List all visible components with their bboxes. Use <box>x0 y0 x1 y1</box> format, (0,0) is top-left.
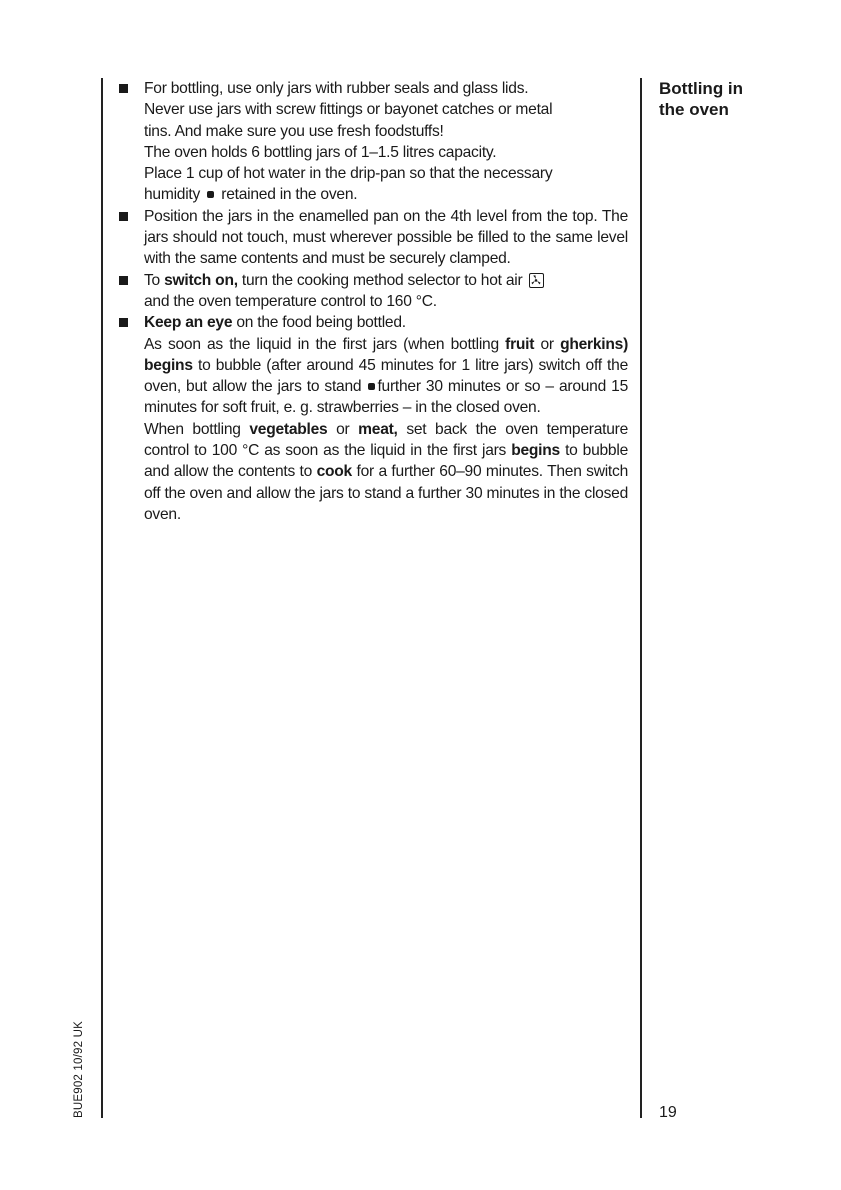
bold-text: gherkins) begins <box>144 335 629 374</box>
section-heading: Bottling in the oven <box>659 79 744 119</box>
bold-text: fruit <box>505 335 535 353</box>
jars-paragraph <box>144 78 628 206</box>
position-paragraph: Position the jars in the enamelled pan on the 4th level from the top. The jars should not touch, must wherever possible be filled to the same level with the same contents and must be securely clamped. <box>144 207 628 268</box>
bold-text: vegetables <box>249 420 328 438</box>
instruction-item-position <box>118 206 628 270</box>
text-line: The oven holds 6 bottling jars of 1–1.5 litres capacity. <box>144 143 497 161</box>
left-margin-rule <box>101 78 103 1118</box>
instruction-item-switch-on <box>118 270 628 313</box>
text-run: or <box>327 420 359 438</box>
text-run: to bubble and allow the contents to <box>144 442 628 481</box>
text-line: Place 1 cup of hot water in the drip-pan so that the necessary <box>144 165 553 183</box>
text-run: or <box>534 335 561 353</box>
text-line: tins. And make sure you use fresh foodstuffs! <box>144 122 444 140</box>
bold-text: switch on, <box>164 271 238 289</box>
text-run: As soon as the liquid in the first jars (when bottling <box>144 335 506 353</box>
smudged-square-mark-icon <box>207 191 214 198</box>
square-bullet-icon <box>119 84 128 93</box>
bold-text: begins <box>511 442 560 460</box>
text-run: to bubble (after around 45 minutes for 1 litre jars) switch off the oven, but allow the jars to stand <box>144 356 628 396</box>
text-line: retained in the oven. <box>221 186 358 204</box>
text-run: turn the cooking method selector to hot air <box>237 271 523 289</box>
right-column-rule <box>640 78 642 1118</box>
square-bullet-icon <box>119 318 128 327</box>
bold-text: Keep an eye <box>144 314 233 332</box>
text-run: further 30 minutes or so – around 15 minutes for soft fruit, e. g. strawberries – in the closed oven. <box>144 378 628 417</box>
text-run: and the oven temperature control to 160 °C. <box>144 292 437 310</box>
document-reference: BUE902 10/92 UK <box>73 1021 85 1118</box>
text-run: When bottling <box>144 420 250 438</box>
text-run: on the food being bottled. <box>232 314 406 332</box>
square-bullet-icon <box>119 276 128 285</box>
instruction-item-keep-eye <box>118 312 628 525</box>
hot-air-fan-icon <box>529 273 544 288</box>
text-line: Never use jars with screw fittings or bayonet catches or metal <box>144 101 553 119</box>
instruction-item-jars <box>118 78 628 206</box>
text-line: humidity <box>144 186 201 204</box>
text-run: set back the oven temperature control to 100 °C as soon as the liquid in the first jars <box>144 420 628 460</box>
bold-text: meat, <box>358 420 398 438</box>
page-number: 19 <box>659 1104 677 1121</box>
keep-eye-paragraph <box>144 312 628 525</box>
smudged-square-mark-icon <box>368 383 375 390</box>
text-run: for a further 60–90 minutes. Then switch off the oven and allow the jars to stand a further 30 minutes in the closed oven. <box>144 463 628 523</box>
text-line: For bottling, use only jars with rubber seals and glass lids. <box>144 80 529 97</box>
switch-on-paragraph <box>144 270 628 313</box>
square-bullet-icon <box>119 212 128 221</box>
instructions-body <box>118 78 628 525</box>
text-run: To <box>144 271 165 289</box>
bold-text: cook <box>316 463 352 481</box>
